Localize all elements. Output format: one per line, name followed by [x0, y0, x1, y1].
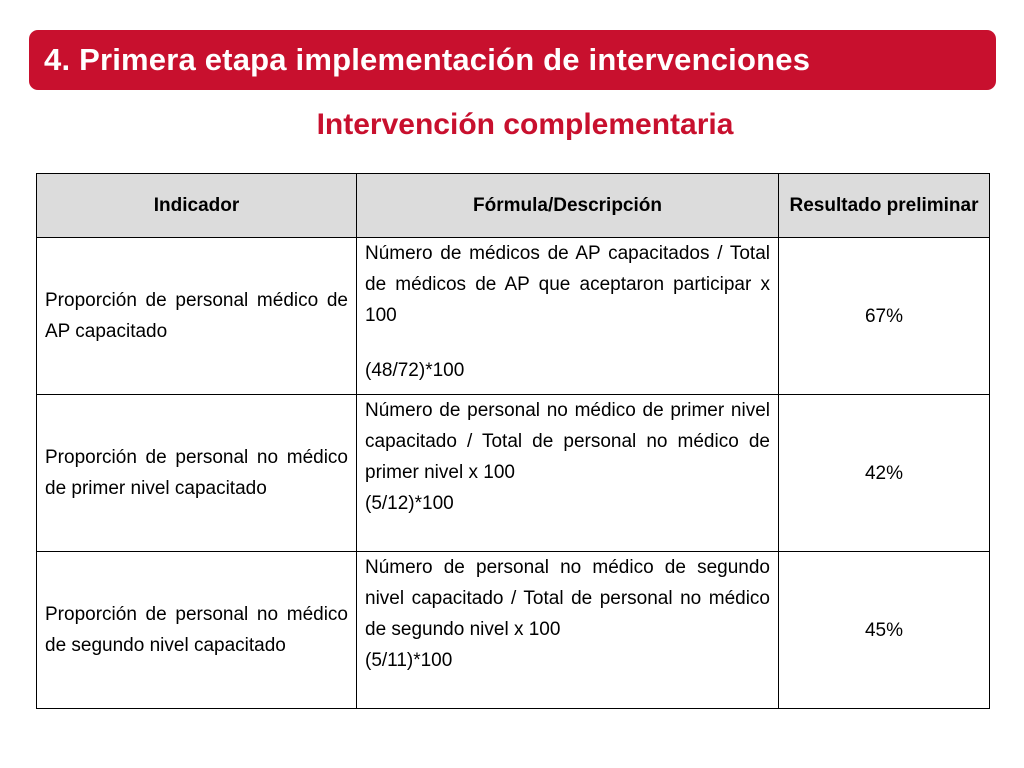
- result-cell: 45%: [779, 552, 990, 709]
- section-subtitle: Intervención complementaria: [316, 108, 734, 141]
- column-header-indicator: Indicador: [37, 174, 357, 238]
- indicator-cell: Proporción de personal no médico de primer nivel capacitado: [37, 395, 357, 552]
- indicator-cell: Proporción de personal médico de AP capacitado: [37, 238, 357, 395]
- formula-text: Número de personal no médico de primer nivel capacitado / Total de personal no médico de primer nivel x 100: [365, 400, 770, 483]
- formula-cell: [357, 238, 779, 395]
- indicator-cell: Proporción de personal no médico de segundo nivel capacitado: [37, 552, 357, 709]
- formula-text: Número de personal no médico de segundo nivel capacitado / Total de personal no médico de segundo nivel x 100: [365, 557, 770, 640]
- formula-calculation: (5/11)*100: [365, 650, 453, 671]
- formula-cell: [357, 395, 779, 552]
- page-title: 4. Primera etapa implementación de intervenciones: [44, 42, 811, 77]
- formula-text: Número de médicos de AP capacitados / Total de médicos de AP que aceptaron participar x 100: [365, 243, 770, 326]
- column-header-formula: Fórmula/Descripción: [357, 174, 779, 238]
- table-row: [37, 395, 990, 552]
- title-banner: [29, 30, 996, 90]
- result-cell: 42%: [779, 395, 990, 552]
- formula-cell: [357, 552, 779, 709]
- table-row: [37, 238, 990, 395]
- table-row: [37, 552, 990, 709]
- table-header-row: [37, 174, 990, 238]
- column-header-result: Resultado preliminar: [779, 174, 990, 238]
- result-cell: 67%: [779, 238, 990, 395]
- indicators-table: [36, 173, 990, 709]
- formula-calculation: (48/72)*100: [365, 360, 465, 381]
- formula-calculation: (5/12)*100: [365, 493, 454, 514]
